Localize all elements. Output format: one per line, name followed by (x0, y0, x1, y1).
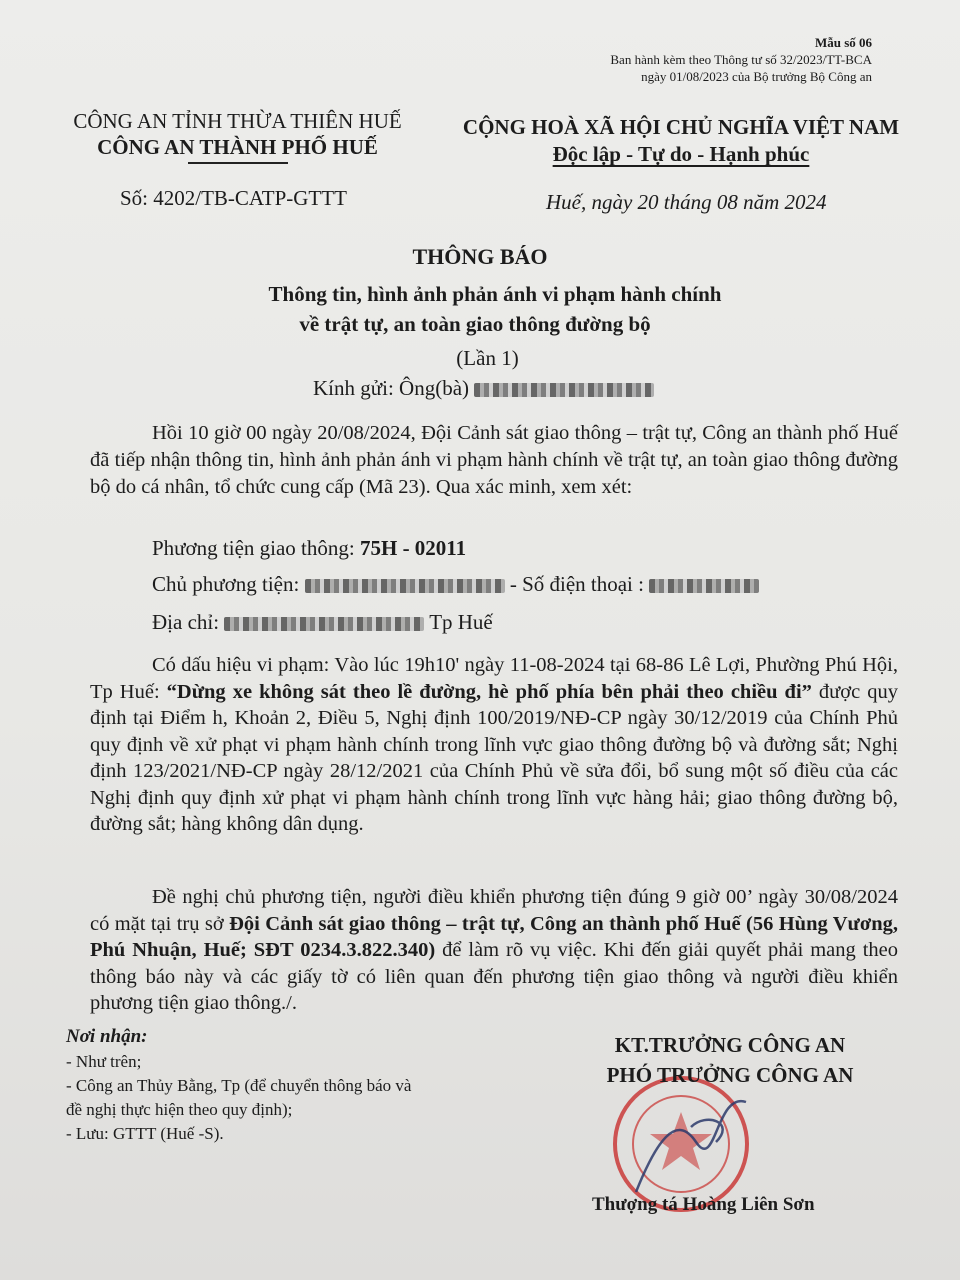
recipient-item: - Lưu: GTTT (Huế -S). (66, 1124, 224, 1143)
owner-label: Chủ phương tiện: (152, 572, 305, 596)
addressee-line (313, 376, 654, 401)
paragraph-request (90, 884, 898, 1017)
recipient-item: - Công an Thủy Bằng, Tp (để chuyển thông báo và (66, 1076, 412, 1095)
address-label: Địa chỉ: (152, 610, 225, 634)
notice-title: THÔNG BÁO (412, 244, 548, 269)
owner-line (152, 572, 759, 597)
redacted-owner (305, 579, 505, 593)
address-line (152, 610, 493, 635)
vehicle-plate: 75H - 02011 (359, 536, 467, 560)
recipients-label: Nơi nhận: (66, 1026, 148, 1047)
recipient-item: - Như trên; (66, 1052, 142, 1071)
document-date: Huế, ngày 20 tháng 08 năm 2024 (546, 190, 827, 214)
notice-round: (Lần 1) (456, 346, 519, 370)
addressee-label: Kính gửi: Ông(bà) (313, 376, 470, 400)
paragraph-intro (90, 420, 898, 501)
violation-text-a: Có dấu hiệu vi phạm: Vào lúc 19h10' ngày 11-08-2024 tại 68-86 Lê Lợi, Phường Phú Hội, Tp Huế: (90, 654, 898, 703)
address-city: Tp Huế (429, 610, 493, 634)
official-seal-stamp (596, 1072, 766, 1212)
notice-subtitle-2: về trật tự, an toàn giao thông đường bộ (299, 312, 651, 336)
document-number: Số: 4202/TB-CATP-GTTT (120, 186, 347, 210)
recipient-item: đề nghị thực hiện theo quy định); (66, 1100, 293, 1119)
notice-subtitle-1: Thông tin, hình ảnh phản ánh vi phạm hành chính (268, 282, 722, 306)
signature-title-2: PHÓ TRƯỞNG CÔNG AN (606, 1063, 854, 1087)
agency-line2: CÔNG AN THÀNH PHỐ HUẾ (97, 135, 378, 159)
agency-header (60, 108, 415, 164)
request-text-a: Đề nghị chủ phương tiện, người điều khiển phương tiện đúng 9 giờ 00’ ngày 30/08/2024 có mặt tại trụ sở (90, 886, 898, 935)
phone-label: - Số điện thoại : (509, 572, 650, 596)
national-motto: Độc lập - Tự do - Hạnh phúc (552, 142, 810, 166)
form-reference (610, 34, 872, 85)
vehicle-label: Phương tiện giao thông: (152, 536, 360, 560)
signature-title-1: KT.TRƯỞNG CÔNG AN (614, 1033, 846, 1057)
national-line1: CỘNG HOÀ XÃ HỘI CHỦ NGHĨA VIỆT NAM (462, 115, 900, 139)
vehicle-line (152, 536, 466, 561)
agency-line1: CÔNG AN TỈNH THỪA THIÊN HUẾ (73, 109, 402, 133)
redacted-address (224, 617, 424, 631)
form-issued-line2: ngày 01/08/2023 của Bộ trưởng Bộ Công an (641, 69, 872, 84)
redacted-name (474, 383, 654, 397)
redacted-phone (649, 579, 759, 593)
agency-underline (188, 162, 288, 164)
request-text-b: để làm rõ vụ việc. Khi đến giải quyết phải mang theo thông báo này và các giấy tờ có liên quan đến phương tiện giao thông và người điều khiển phương tiện giao thông./. (90, 939, 898, 1014)
signer-name: Thượng tá Hoàng Liên Sơn (592, 1194, 815, 1215)
national-header (446, 114, 916, 168)
violation-text-b: được quy định tại Điểm h, Khoản 2, Điều 5, Nghị định 100/2019/NĐ-CP ngày 30/12/2019 của Chính Phủ quy định về xử phạt vi phạm hành chính trong lĩnh vực giao thông đường bộ và đường sắt; Nghị định 123/2021/NĐ-CP ngày 28/12/2021 của Chính Phủ về sửa đổi, bổ sung một số điều của các Nghị định quy định xử phạt vi phạm hành chính trong lĩnh vực hàng hải; giao thông đường bộ, đường sắt; hàng không dân dụng. (90, 680, 898, 835)
request-office: Đội Cảnh sát giao thông – trật tự, Công an thành phố Huế (56 Hùng Vương, Phú Nhuận, Huế; SĐT 0234.3.822.340) (90, 912, 898, 961)
form-number: Mẫu số 06 (814, 35, 872, 50)
violation-description: “Dừng xe không sát theo lề đường, hè phố phía bên phải theo chiều đi” (166, 680, 812, 703)
form-issued-line1: Ban hành kèm theo Thông tư số 32/2023/TT-BCA (610, 52, 872, 67)
signature-block (570, 1030, 890, 1090)
paragraph-intro-text: Hồi 10 giờ 00 ngày 20/08/2024, Đội Cảnh sát giao thông – trật tự, Công an thành phố Huế đã tiếp nhận thông tin, hình ảnh phản ánh vi phạm hành chính về trật tự, an toàn giao thông đường bộ do cá nhân, tổ chức cung cấp (Mã 23). Qua xác minh, xem xét: (90, 422, 898, 498)
paragraph-violation (90, 652, 898, 838)
recipients-list (66, 1050, 411, 1146)
